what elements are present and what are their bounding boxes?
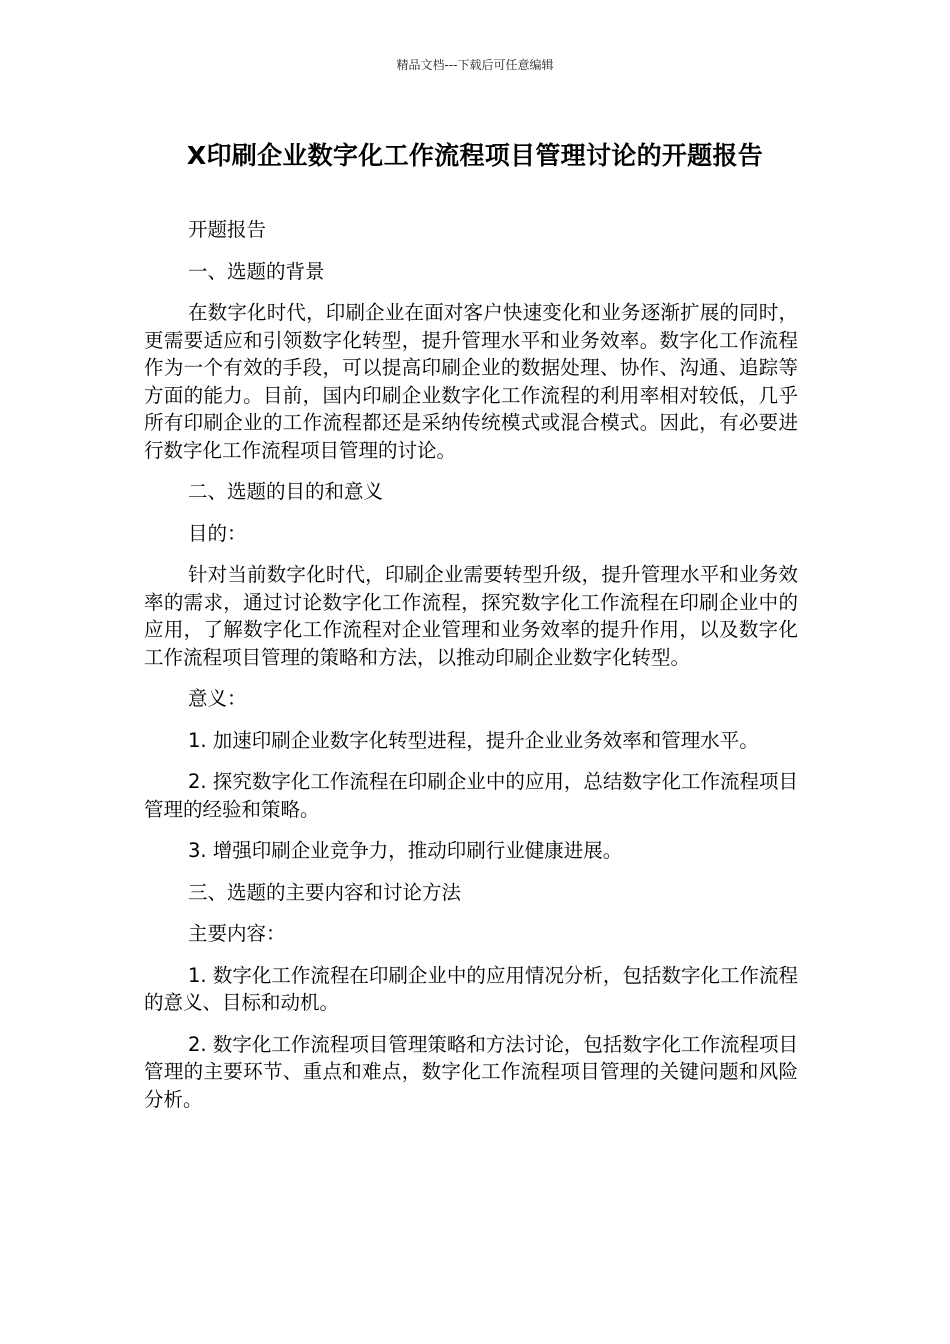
paragraph-purpose: 针对当前数字化时代，印刷企业需要转型升级，提升管理水平和业务效率的需求，通过讨论数字化工作流程，探究数字化工作流程在印刷企业中的应用，了解数字化工作流程对企业管理和业务效率的提升作用，以及数字化工作流程项目管理的策略和方法，以推动印刷企业数字化转型。 bbox=[144, 563, 798, 669]
document-body bbox=[144, 216, 798, 1127]
section-heading-purpose: 二、选题的目的和意义 bbox=[188, 480, 384, 503]
paragraph-report-label: 开题报告 bbox=[188, 218, 267, 241]
subheading-main-content: 主要内容： bbox=[188, 922, 286, 945]
subheading-significance: 意义： bbox=[188, 687, 247, 710]
section-heading-content-methods: 三、选题的主要内容和讨论方法 bbox=[188, 880, 462, 904]
section-heading-background: 一、选题的背景 bbox=[188, 259, 325, 283]
list-item-content-1: 1. 数字化工作流程在印刷企业中的应用情况分析，包括数字化工作流程的意义、目标和动机。 bbox=[144, 963, 798, 1014]
list-item-significance-3: 3. 增强印刷企业竞争力，推动印刷行业健康进展。 bbox=[188, 839, 623, 862]
list-item-content-2: 2. 数字化工作流程项目管理策略和方法讨论，包括数字化工作流程项目管理的主要环节、重点和难点，数字化工作流程项目管理的关键问题和风险分析。 bbox=[144, 1032, 798, 1111]
subheading-purpose: 目的： bbox=[188, 521, 247, 545]
paragraph-background: 在数字化时代，印刷企业在面对客户快速变化和业务逐渐扩展的同时，更需要适应和引领数字化转型，提升管理水平和业务效率。数字化工作流程作为一个有效的手段，可以提高印刷企业的数据处理、协作、沟通、追踪等方面的能力。目前，国内印刷企业数字化工作流程的利用率相对较低，几乎所有印刷企业的工作流程都还是采纳传统模式或混合模式。因此，有必要进行数字化工作流程项目管理的讨论。 bbox=[144, 301, 798, 462]
header-note: 精品文档---下载后可任意编辑 bbox=[396, 58, 554, 72]
list-item-significance-1: 1. 加速印刷企业数字化转型进程，提升企业业务效率和管理水平。 bbox=[188, 728, 759, 752]
list-item-significance-2: 2. 探究数字化工作流程在印刷企业中的应用，总结数字化工作流程项目管理的经验和策略。 bbox=[144, 770, 798, 821]
document-title: X印刷企业数字化工作流程项目管理讨论的开题报告 bbox=[186, 141, 764, 170]
